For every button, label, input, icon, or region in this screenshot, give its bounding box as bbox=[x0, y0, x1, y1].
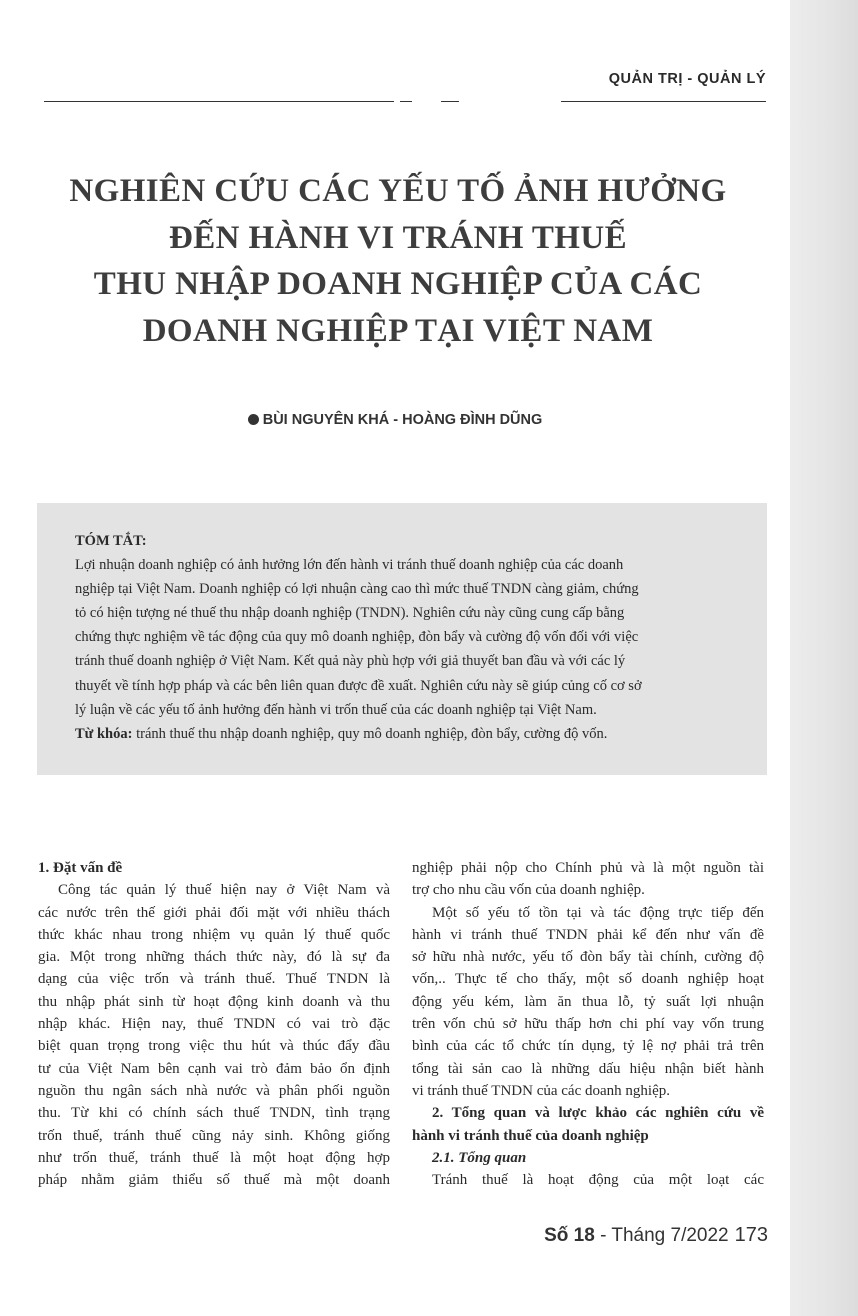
body-line: vi tránh thuế TNDN của các doanh nghiệp. bbox=[412, 1082, 670, 1099]
title-line: THU NHẬP DOANH NGHIỆP CỦA CÁC bbox=[93, 266, 703, 302]
title-line: NGHIÊN CỨU CÁC YẾU TỐ ẢNH HƯỞNG bbox=[69, 173, 727, 209]
body-line: tư của Việt Nam bên cạnh vai trò đảm bảo ổn định bbox=[38, 1060, 390, 1077]
body-line: biệt quan trọng trong việc thu hút và thúc đẩy đầu bbox=[38, 1038, 390, 1055]
left-column bbox=[38, 857, 390, 1191]
article-title bbox=[40, 168, 756, 354]
abstract-line: chứng thực nghiệm về tác động của quy mô doanh nghiệp, đòn bẩy và cường độ vốn đối với việc bbox=[75, 629, 639, 646]
issue-number: Số 18 bbox=[544, 1225, 595, 1246]
abstract-body bbox=[75, 553, 737, 722]
body-line: tổng tài sản cao là những dấu hiệu nhận biết hành bbox=[412, 1060, 764, 1077]
author-names: BÙI NGUYÊN KHÁ - HOÀNG ĐÌNH DŨNG bbox=[262, 412, 543, 428]
body-line: vốn,.. Thực tế cho thấy, một số doanh nghiệp hoạt bbox=[412, 971, 764, 988]
authors bbox=[0, 412, 790, 428]
body-line: các nước trên thế giới phải đối mặt với nhiều thách bbox=[38, 904, 390, 921]
title-line: DOANH NGHIỆP TẠI VIỆT NAM bbox=[142, 312, 654, 349]
abstract-line: tỏ có hiện tượng né thuế thu nhập doanh nghiệp (TNDN). Nghiên cứu này cũng cung cấp bằng bbox=[75, 605, 625, 622]
body-line: Công tác quản lý thuế hiện nay ở Việt Nam và bbox=[58, 882, 390, 899]
abstract-line: tránh thuế doanh nghiệp ở Việt Nam. Kết quả này phù hợp với giả thuyết ban đầu và với các lý bbox=[75, 653, 626, 670]
abstract-label: TÓM TẮT: bbox=[75, 533, 147, 549]
right-column bbox=[412, 857, 764, 1191]
header-rule-right bbox=[561, 101, 766, 102]
title-line: ĐẾN HÀNH VI TRÁNH THUẾ bbox=[168, 219, 628, 256]
body-line: thu. Từ khi có chính sách thuế TNDN, tình trạng bbox=[38, 1105, 390, 1122]
abstract-line: nghiệp tại Việt Nam. Doanh nghiệp có lợi nhuận càng cao thì mức thuế TNDN càng giảm, chứng bbox=[75, 581, 639, 598]
keywords bbox=[75, 722, 737, 746]
body-line: thu nhập phát sinh từ hoạt động kinh doanh và thu bbox=[38, 993, 390, 1010]
body-line: pháp nhằm giảm thiểu số thuế mà một doanh bbox=[38, 1172, 390, 1189]
body-line: thức khác nhau trong nhiệm vụ quản lý thuế quốc bbox=[38, 926, 390, 943]
body-line: sở hữu nhà nước, yếu tố đòn bẩy tài chính, cường độ bbox=[412, 949, 764, 966]
body-line: dạng của việc trốn và tránh thuế. Thuế TNDN là bbox=[38, 971, 390, 988]
abstract-line: thuyết về tính hợp pháp và các bên liên quan được đề xuất. Nghiên cứu này sẽ giúp củng cố cơ sở bbox=[75, 677, 642, 694]
subsection-heading: 2.1. Tổng quan bbox=[432, 1149, 527, 1166]
section-heading-2-cont: hành vi tránh thuế của doanh nghiệp bbox=[412, 1127, 649, 1144]
header-rule-dash-2 bbox=[441, 101, 459, 102]
section-label: QUẢN TRỊ - QUẢN LÝ bbox=[608, 71, 766, 87]
keywords-text: tránh thuế thu nhập doanh nghiệp, quy mô doanh nghiệp, đòn bẩy, cường độ vốn. bbox=[132, 725, 608, 742]
body-line: như trốn thuế, tránh thuế là một hoạt động hợp bbox=[38, 1149, 390, 1166]
abstract-line: Lợi nhuận doanh nghiệp có ảnh hưởng lớn đến hành vi tránh thuế doanh nghiệp của các doanh bbox=[75, 557, 624, 574]
issue-month: - Tháng 7/2022 bbox=[594, 1225, 729, 1246]
body-line: bình của các tổ chức tín dụng, tỷ lệ nợ phải trả trên bbox=[412, 1038, 764, 1055]
header-rule-dash-1 bbox=[400, 101, 412, 102]
page-edge-shade bbox=[790, 0, 858, 1316]
body-line: nghiệp phải nộp cho Chính phủ và là một nguồn tài bbox=[412, 860, 764, 876]
body-line: trên vốn chủ sở hữu thấp hơn chi phí vay vốn trung bbox=[412, 1016, 764, 1033]
abstract-box bbox=[37, 503, 767, 775]
body-line: động yếu kém, làm ăn thua lỗ, tỷ suất lợi nhuận bbox=[412, 993, 764, 1010]
body-line: Một số yếu tố tồn tại và tác động trực tiếp đến bbox=[432, 904, 764, 921]
section-heading-1: 1. Đặt vấn đề bbox=[38, 860, 123, 876]
body-line: Tránh thuế là hoạt động của một loạt các bbox=[432, 1172, 764, 1189]
abstract-line: lý luận về các yếu tố ảnh hưởng đến hành vi trốn thuế của các doanh nghiệp tại Việt Nam. bbox=[75, 701, 597, 718]
body-line: hành vi tránh thuế TNDN phải kể đến như vấn đề bbox=[412, 926, 764, 943]
page-number: 173 bbox=[734, 1224, 768, 1246]
body-line: nhập khác. Hiện nay, thuế TNDN có vai trò đặc bbox=[38, 1016, 390, 1033]
bullet-icon bbox=[248, 414, 259, 425]
body-line: trợ cho nhu cầu vốn của doanh nghiệp. bbox=[412, 882, 645, 899]
body-line: trốn thuế, tránh thuế cũng nảy sinh. Không giống bbox=[38, 1127, 390, 1144]
header-rule-left bbox=[44, 101, 394, 102]
body-line: nguồn thu ngân sách nhà nước và phân phối nguồn bbox=[38, 1082, 390, 1099]
page-footer bbox=[544, 1224, 768, 1247]
body-line: gia. Một trong những thách thức này, đó là sự đa bbox=[38, 949, 390, 966]
keywords-label: Từ khóa: bbox=[75, 725, 133, 742]
section-heading-2: 2. Tổng quan và lược khảo các nghiên cứu về bbox=[432, 1105, 764, 1122]
